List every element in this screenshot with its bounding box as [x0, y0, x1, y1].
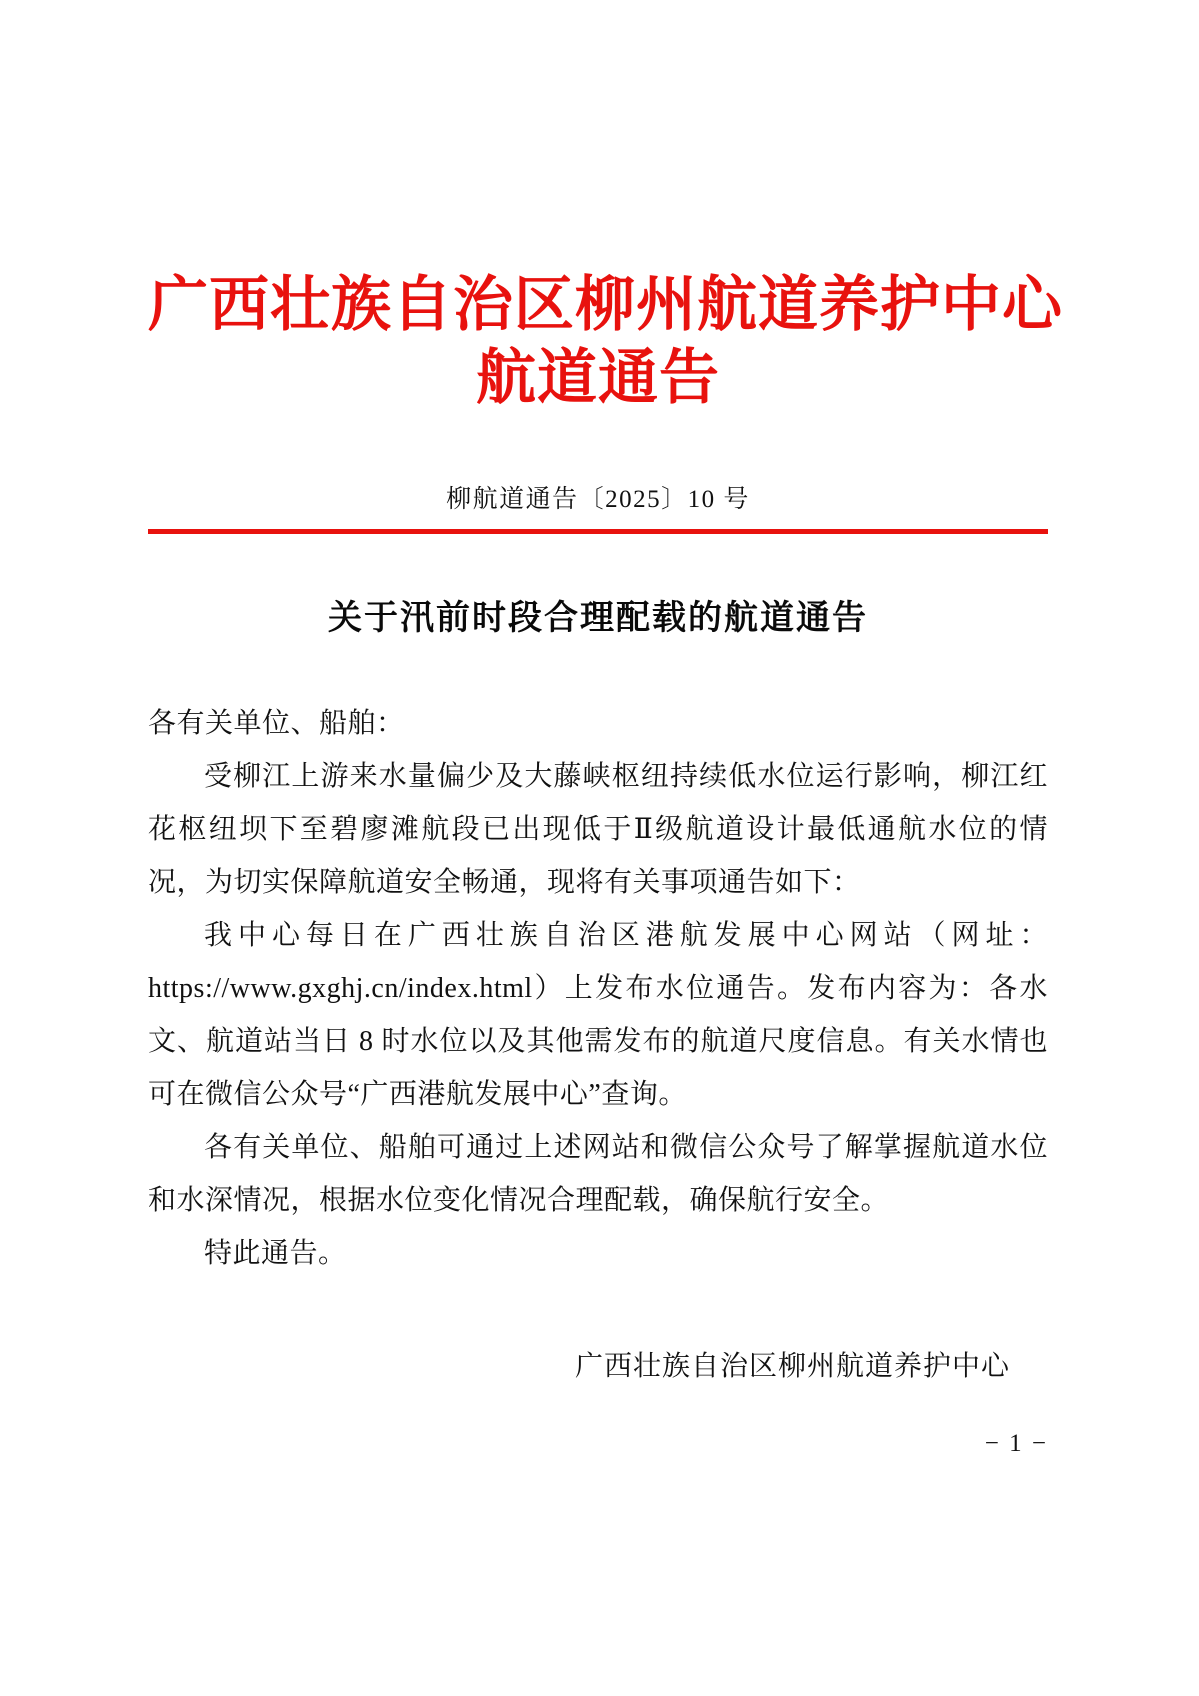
body-paragraph: 我中心每日在广西壮族自治区港航发展中心网站（网址：https://www.gxghj.cn/index.html）上发布水位通告。发布内容为：各水文、航道站当日 8 时水位以及其他需发布的航道尺度信息。有关水情也可在微信公众号“广西港航发展中心”查询。	[148, 920, 1048, 1111]
document-content	[148, 0, 1063, 1384]
page-title: 关于汛前时段合理配载的航道通告	[328, 600, 868, 638]
body-paragraph: 特此通告。	[204, 1238, 347, 1270]
body-paragraph: 各有关单位、船舶可通过上述网站和微信公众号了解掌握航道水位和水深情况，根据水位变化情况合理配载，确保航行安全。	[148, 1132, 1048, 1217]
salutation: 各有关单位、船舶：	[148, 708, 405, 740]
body-text	[148, 697, 1048, 1280]
page-number: − 1 −	[984, 1430, 1048, 1457]
masthead	[148, 0, 1063, 417]
red-divider-rule	[148, 529, 1048, 534]
body-paragraph: 受柳江上游来水量偏少及大藤峡枢纽持续低水位运行影响，柳江红花枢纽坝下至碧廖滩航段已出现低于Ⅱ级航道设计最低通航水位的情况，为切实保障航道安全畅通，现将有关事项通告如下：	[148, 761, 1048, 899]
issuing-authority-signature: 广西壮族自治区柳州航道养护中心	[574, 1351, 1010, 1383]
masthead-line-2: 航道通告	[476, 345, 720, 412]
document-number: 柳航道通告〔2025〕10 号	[446, 486, 750, 514]
masthead-line-1: 广西壮族自治区柳州航道养护中心	[148, 272, 1063, 338]
